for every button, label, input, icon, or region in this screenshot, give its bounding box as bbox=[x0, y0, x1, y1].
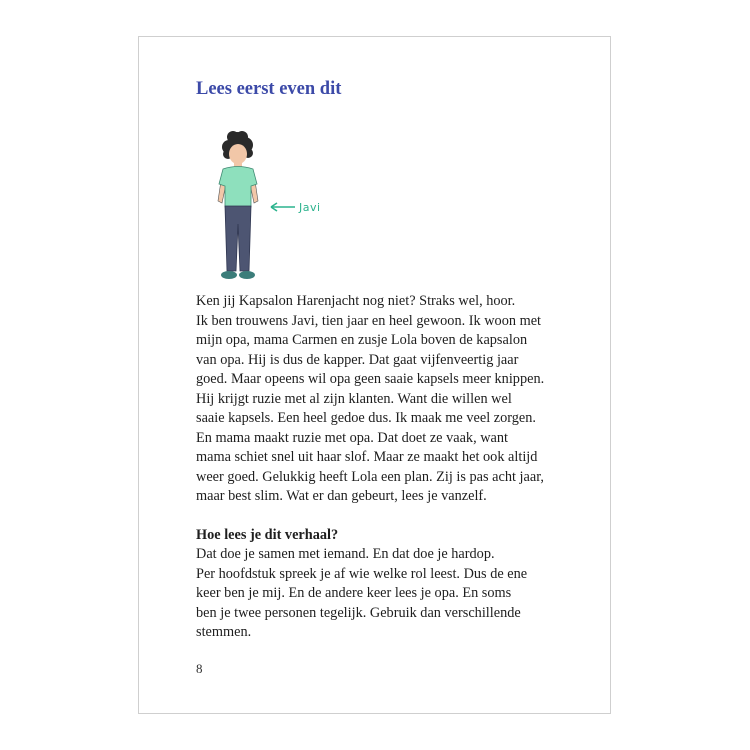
intro-line: Ik ben trouwens Javi, tien jaar en heel gewoon. Ik woon met bbox=[196, 312, 542, 329]
intro-line: En mama maakt ruzie met opa. Dat doet ze vaak, want bbox=[196, 429, 509, 446]
body-text bbox=[196, 292, 596, 643]
section-heading: Hoe lees je dit verhaal? bbox=[196, 526, 339, 543]
intro-line: mijn opa, mama Carmen en zusje Lola boven de kapsalon bbox=[196, 332, 528, 348]
section-line: stemmen. bbox=[196, 624, 252, 640]
character-label: Javi bbox=[299, 201, 321, 214]
intro-line: Ken jij Kapsalon Harenjacht nog niet? Straks wel, hoor. bbox=[196, 293, 516, 309]
intro-line: van opa. Hij is dus de kapper. Dat gaat vijfenveertig jaar bbox=[196, 351, 519, 368]
intro-line: maar best slim. Wat er dan gebeurt, lees je vanzelf. bbox=[196, 488, 487, 504]
intro-line: mama schiet snel uit haar slof. Maar ze maakt het ook altijd bbox=[196, 449, 538, 465]
section-line: ben je twee personen tegelijk. Gebruik dan verschillende bbox=[196, 604, 521, 621]
book-page bbox=[138, 36, 611, 714]
intro-line: saaie kapsels. Een heel gedoe dus. Ik maak me veel zorgen. bbox=[196, 410, 536, 426]
arrow-icon bbox=[271, 203, 295, 211]
intro-line: Hij krijgt ruzie met al zijn klanten. Want die willen wel bbox=[196, 390, 512, 407]
section-line: Dat doe je samen met iemand. En dat doe je hardop. bbox=[196, 546, 495, 562]
page-number: 8 bbox=[196, 661, 203, 676]
page-title: Lees eerst even dit bbox=[196, 79, 342, 99]
intro-line: goed. Maar opeens wil opa geen saaie kapsels meer knippen. bbox=[196, 371, 545, 387]
intro-line: weer goed. Gelukkig heeft Lola een plan. Zij is pas acht jaar, bbox=[196, 468, 544, 485]
section-line: Per hoofdstuk spreek je af wie welke rol leest. Dus de ene bbox=[196, 565, 528, 582]
face bbox=[229, 144, 247, 164]
section-line: keer ben je mij. En de andere keer lees je opa. En soms bbox=[196, 585, 512, 601]
